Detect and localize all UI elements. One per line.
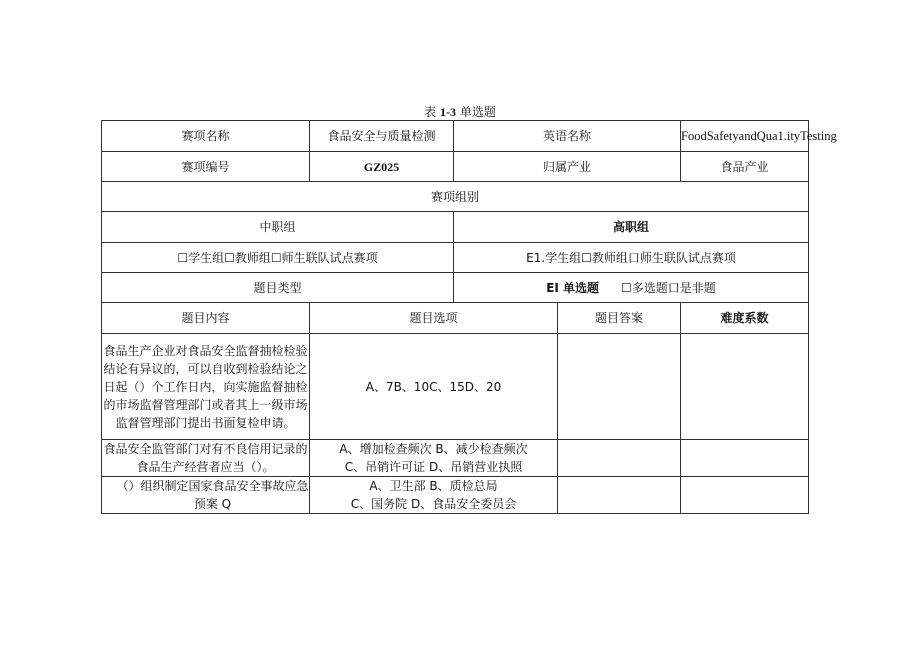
group-label: 赛项组别 <box>102 182 809 212</box>
caption-prefix: 表 <box>424 105 437 119</box>
question-options <box>310 334 558 440</box>
question-difficulty <box>681 440 809 477</box>
single-choice-option: EI 单选题 <box>546 280 600 295</box>
question-type-label: 题目类型 <box>102 273 454 303</box>
question-answer <box>558 334 681 440</box>
answer-header: 题目答案 <box>558 303 681 334</box>
caption-number: 1-3 <box>440 105 456 119</box>
option-line: A、卫生部 B、质检总局 <box>369 479 498 493</box>
other-type-options: ☐多选题口是非题 <box>621 280 716 295</box>
table-row <box>102 273 809 303</box>
question-answer <box>558 477 681 514</box>
table-row <box>102 303 809 334</box>
options-header: 题目选项 <box>310 303 558 334</box>
event-name-value: 食品安全与质量检测 <box>310 121 454 152</box>
question-options <box>310 477 558 514</box>
option-line: C、国务院 D、食品安全委员会 <box>350 497 517 511</box>
question-options <box>310 440 558 477</box>
question-difficulty <box>681 477 809 514</box>
event-name-label: 赛项名称 <box>102 121 310 152</box>
higher-group-label: 高职组 <box>454 212 809 243</box>
question-difficulty <box>681 334 809 440</box>
option-line: A、7B、10C、15D、20 <box>365 379 502 394</box>
question-answer <box>558 440 681 477</box>
secondary-group-label: 中职组 <box>102 212 454 243</box>
higher-group-options: E1.学生组☐教师组口师生联队试点赛项 <box>454 243 809 273</box>
question-table <box>101 120 837 514</box>
event-code-value: GZ025 <box>310 152 454 182</box>
question-type-options <box>454 273 809 303</box>
secondary-group-options: ☐学生组☐教师组☐师生联队试点赛项 <box>102 243 454 273</box>
question-content: 食品安全监管部门对有不良信用记录的食品生产经营者应当（）。 <box>102 440 310 477</box>
industry-value: 食品产业 <box>681 152 809 182</box>
english-name-value: FoodSafetyandQua1.ityTesting <box>681 121 809 152</box>
option-line: C、吊销许可证 D、吊销营业执照 <box>344 460 523 474</box>
question-content: （）组织制定国家食品安全事故应急预案 Q <box>102 477 310 514</box>
caption-title: 单选题 <box>459 105 496 119</box>
industry-label: 归属产业 <box>454 152 681 182</box>
table-row <box>102 182 809 212</box>
table-row <box>102 334 809 440</box>
table-row <box>102 212 809 243</box>
content-header: 题目内容 <box>102 303 310 334</box>
question-content: 食品生产企业对食品安全监督抽检检验结论有异议的，可以自收到检验结论之日起（）个工作日内，向实施监督抽检的市场监督管理部门或者其上一级市场监督管理部门提出书面复检申请。 <box>102 334 310 440</box>
table-caption <box>0 104 920 120</box>
event-code-label: 赛项编号 <box>102 152 310 182</box>
table-row <box>102 477 809 514</box>
table-row <box>102 243 809 273</box>
option-line: A、增加检查频次 B、减少检查频次 <box>339 442 528 456</box>
table-row <box>102 152 809 182</box>
english-name-label: 英语名称 <box>454 121 681 152</box>
table-row <box>102 121 809 152</box>
table-row <box>102 440 809 477</box>
difficulty-header: 难度系数 <box>681 303 809 334</box>
